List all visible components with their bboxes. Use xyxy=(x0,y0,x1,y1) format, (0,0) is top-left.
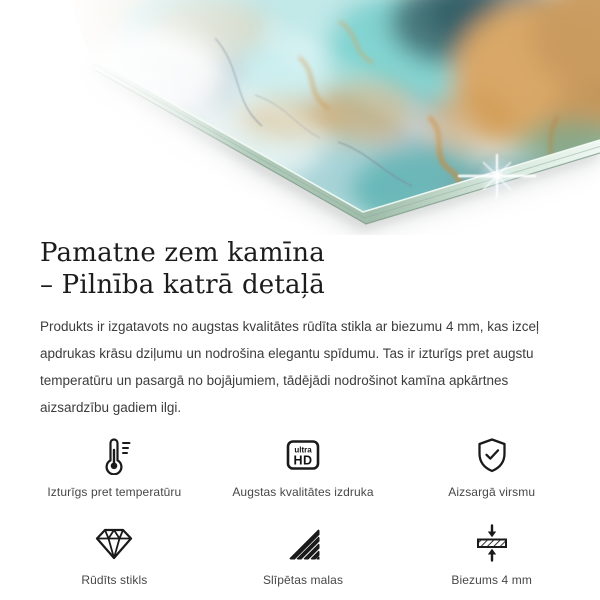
product-photo xyxy=(0,0,600,235)
feature-label: Slīpētas malas xyxy=(262,573,344,587)
ultra-hd-icon xyxy=(283,433,323,477)
feature-label: Augstas kvalitātes izdruka xyxy=(232,485,374,499)
bevel-stripes-icon xyxy=(283,521,323,565)
ultra-hd-badge-top: ultra xyxy=(294,445,312,455)
feature-label: Izturīgs pret temperatūru xyxy=(47,485,182,499)
title-line-1: Pamatne zem kamīna xyxy=(40,238,325,268)
feature-label: Aizsargā virsmu xyxy=(448,485,536,499)
thickness-press-icon xyxy=(472,521,512,565)
feature-polished-edges xyxy=(209,521,398,587)
feature-print-quality xyxy=(209,433,398,499)
feature-surface-protection xyxy=(397,433,586,499)
ultra-hd-badge-bottom: HD xyxy=(293,453,313,468)
shield-check-icon xyxy=(472,433,512,477)
feature-temperature xyxy=(20,433,209,499)
feature-label: Rūdīts stikls xyxy=(81,573,148,587)
title-line-2: – Pilnība katrā detaļā xyxy=(40,270,325,300)
feature-label: Biezums 4 mm xyxy=(451,573,532,587)
glass-panel-image xyxy=(0,0,600,235)
feature-thickness xyxy=(397,521,586,587)
feature-grid xyxy=(20,433,586,587)
thermometer-icon xyxy=(94,433,134,477)
diamond-icon xyxy=(92,521,136,565)
product-description: Produkts ir izgatavots no augstas kvalitātes rūdīta stikla ar biezumu 4 mm, kas izceļ apdrukas krāsu dziļumu un nodrošina elegantu spīdumu. Tas ir izturīgs pret augstu temperatūru un pasargā no bojājumiem, tādējādi nodrošinot kamīna apkārtnes aizsardzību gadiem ilgi. xyxy=(40,319,539,415)
product-info-section xyxy=(0,235,600,587)
page-title xyxy=(40,237,560,301)
feature-tempered-glass xyxy=(20,521,209,587)
